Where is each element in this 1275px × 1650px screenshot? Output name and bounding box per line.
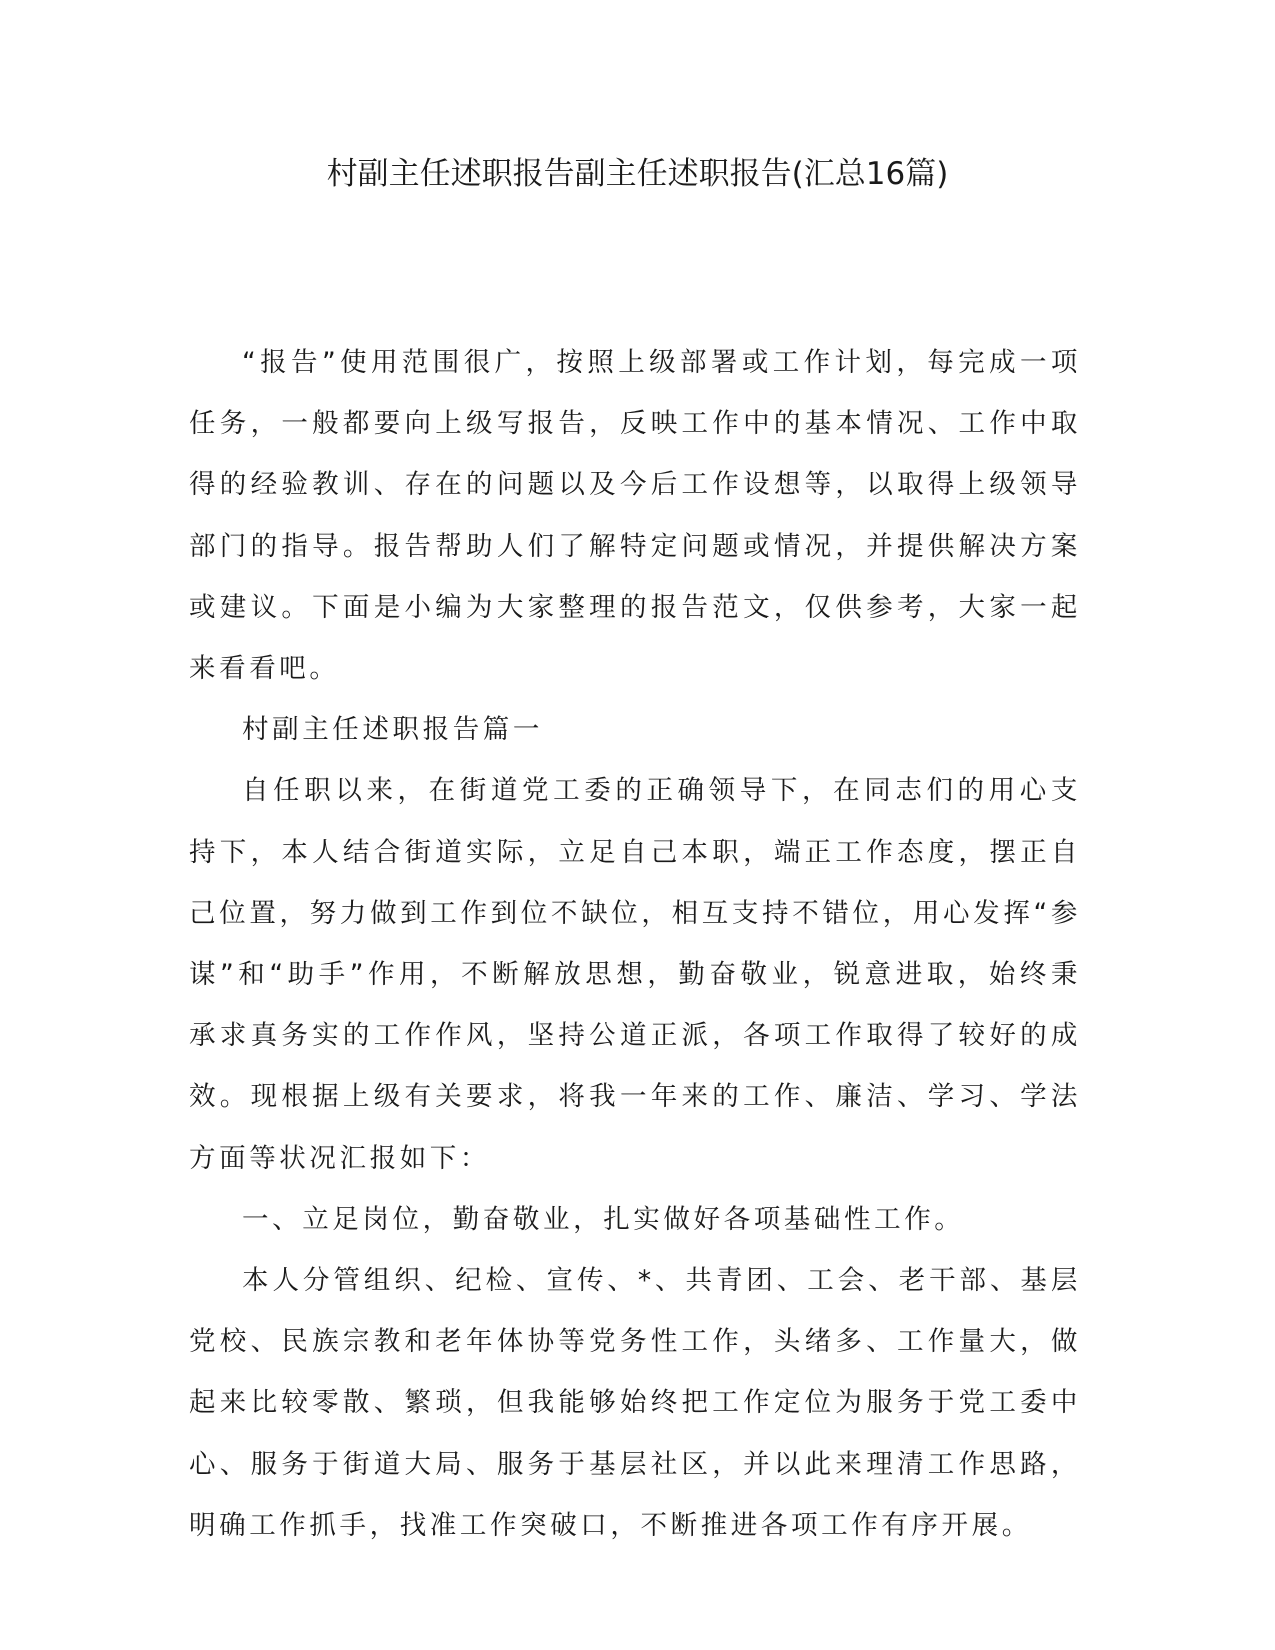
intro-paragraph: “报告”使用范围很广，按照上级部署或工作计划，每完成一项任务，一般都要向上级写报告，反映工作中的基本情况、工作中取得的经验教训、存在的问题以及今后工作设想等，以取得上级领导部门的指导。报告帮助人们了解特定问题或情况，并提供解决方案或建议。下面是小编为大家整理的报告范文，仅供参考，大家一起来看看吧。 <box>189 347 1081 685</box>
body-paragraph: 本人分管组织、纪检、宣传、*、共青团、工会、老干部、基层党校、民族宗教和老年体协等党务性工作，头绪多、工作量大，做起来比较零散、繁琐，但我能够始终把工作定位为服务于党工委中心、服务于街道大局、服务于基层社区，并以此来理清工作思路，明确工作抓手，找准工作突破口，不断推进各项工作有序开展。 <box>189 1265 1081 1541</box>
body-paragraph: 自任职以来，在街道党工委的正确领导下，在同志们的用心支持下，本人结合街道实际，立足自己本职，端正工作态度，摆正自己位置，努力做到工作到位不缺位，相互支持不错位，用心发挥“参谋”和“助手”作用，不断解放思想，勤奋敬业，锐意进取，始终秉承求真务实的工作作风，坚持公道正派，各项工作取得了较好的成效。现根据上级有关要求，将我一年来的工作、廉洁、学习、学法方面等状况汇报如下： <box>189 775 1081 1174</box>
document-title: 村副主任述职报告副主任述职报告(汇总16篇) <box>326 156 949 192</box>
document-body <box>189 332 1081 1556</box>
section-heading: 村副主任述职报告篇一 <box>242 714 543 746</box>
subsection-heading: 一、立足岗位，勤奋敬业，扎实做好各项基础性工作。 <box>242 1203 965 1235</box>
